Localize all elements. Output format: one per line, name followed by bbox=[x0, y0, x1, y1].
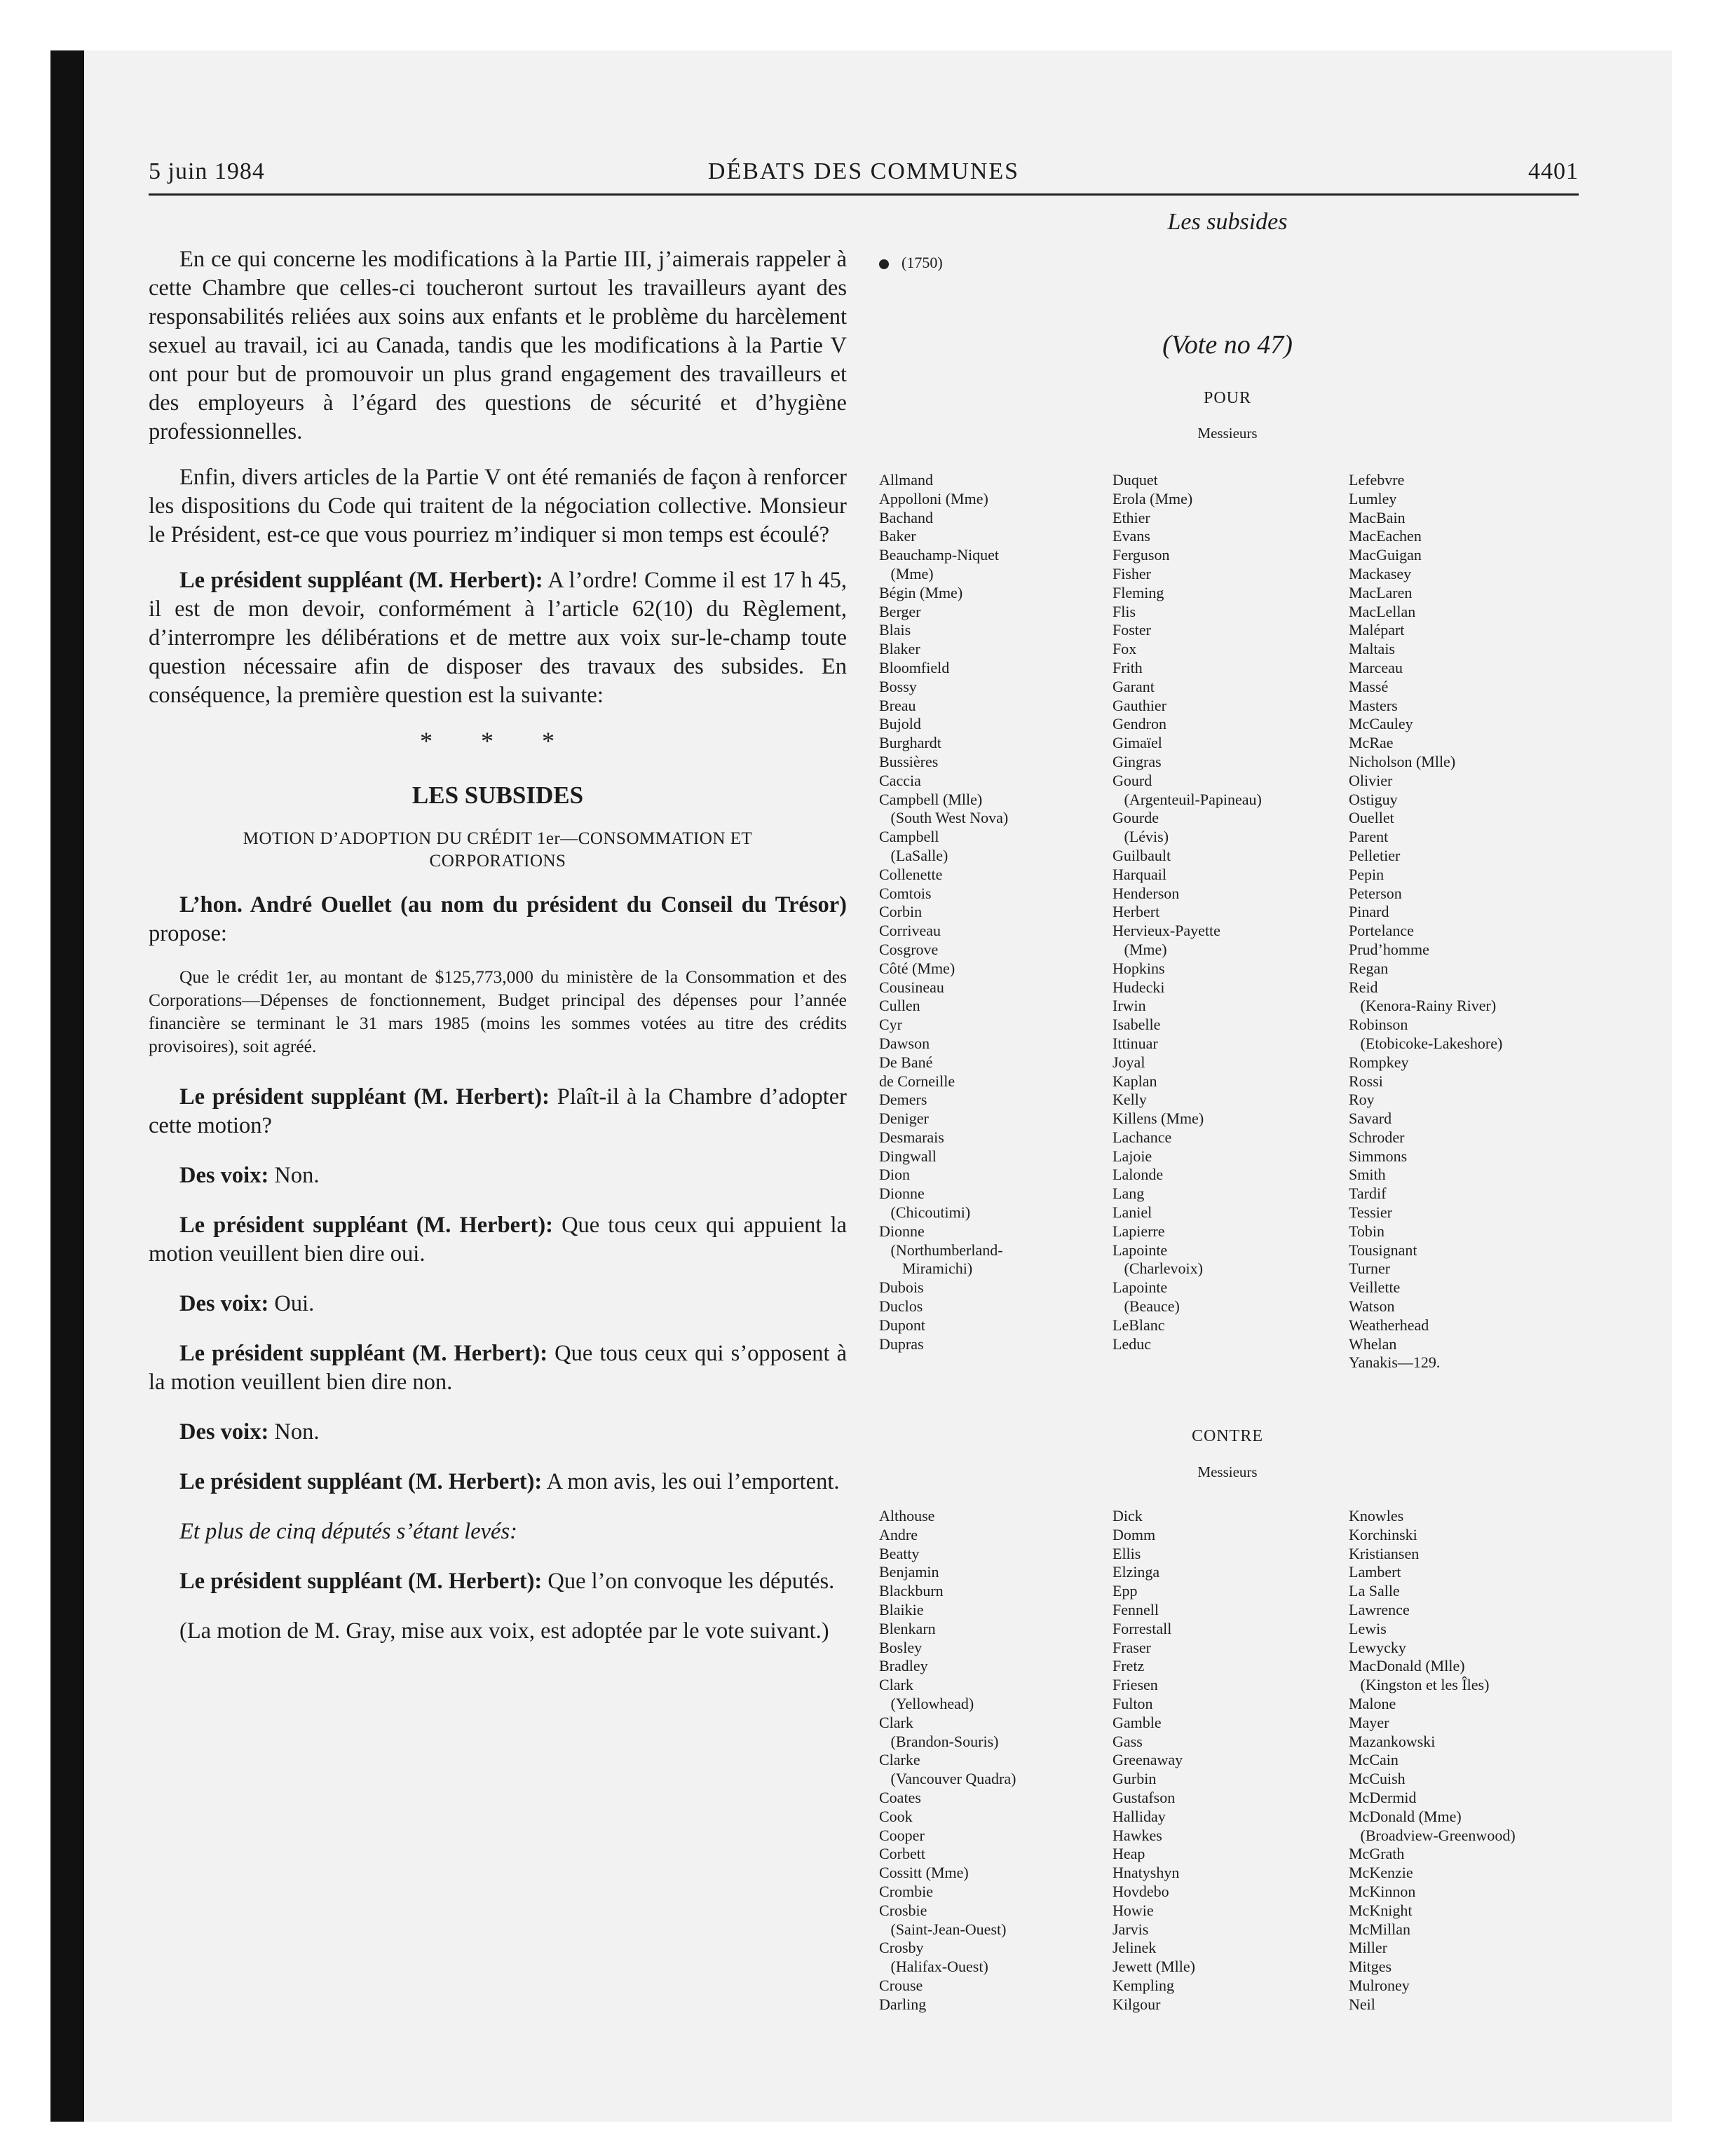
member-name: Clarke bbox=[879, 1751, 920, 1769]
paragraph bbox=[149, 1083, 847, 1140]
member-name: Schroder bbox=[1349, 1128, 1405, 1146]
speech: Que tous ceux qui appuient la motion veuillent bien dire oui. bbox=[149, 1213, 847, 1267]
paragraph: (La motion de M. Gray, mise aux voix, est adoptée par le vote suivant.) bbox=[179, 1618, 829, 1644]
member-name: Cyr bbox=[879, 1016, 902, 1034]
member-name: Kristiansen bbox=[1349, 1544, 1420, 1562]
member-name: Bussières bbox=[879, 752, 939, 770]
member-name: Greenaway bbox=[1113, 1751, 1183, 1769]
member-name: McCuish bbox=[1349, 1770, 1406, 1788]
member-name: Marceau bbox=[1349, 658, 1403, 676]
member-name: Kempling bbox=[1113, 1976, 1174, 1994]
member-name: Blaikie bbox=[879, 1600, 924, 1618]
member-name: (Halifax-Ouest) bbox=[879, 1958, 988, 1976]
member-name: (Chicoutimi) bbox=[879, 1203, 971, 1222]
time-marker bbox=[879, 254, 943, 272]
pour-subtitle: Messieurs bbox=[1197, 425, 1258, 442]
member-name: Demers bbox=[879, 1091, 927, 1109]
member-name: (Kingston et les Îles) bbox=[1349, 1676, 1490, 1694]
member-name: Benjamin bbox=[879, 1563, 939, 1581]
member-name: Foster bbox=[1113, 621, 1151, 639]
member-name: Bosley bbox=[879, 1638, 923, 1656]
member-name: Gingras bbox=[1113, 752, 1162, 770]
section-subtitle: MOTION D’ADOPTION DU CRÉDIT 1er—CONSOMMATION ET CORPORATIONS bbox=[243, 829, 753, 871]
member-name: MacGuigan bbox=[1349, 546, 1422, 564]
member-name: Pelletier bbox=[1349, 846, 1401, 864]
member-name: McRae bbox=[1349, 734, 1394, 752]
member-name: Olivier bbox=[1349, 771, 1393, 789]
member-name: Peterson bbox=[1349, 884, 1402, 902]
member-name: Whelan bbox=[1349, 1335, 1397, 1353]
member-name: Breau bbox=[879, 696, 916, 714]
paragraph bbox=[149, 1468, 847, 1496]
member-name: Prud’homme bbox=[1349, 940, 1429, 958]
member-name: Turner bbox=[1349, 1260, 1391, 1278]
member-name: Lawrence bbox=[1349, 1600, 1410, 1618]
member-name: (Mme) bbox=[879, 564, 934, 582]
member-name: Ferguson bbox=[1113, 546, 1170, 564]
member-name: Isabelle bbox=[1113, 1016, 1161, 1034]
member-name: Gendron bbox=[1113, 715, 1166, 733]
member-name: McKenzie bbox=[1349, 1864, 1413, 1882]
member-name: Lambert bbox=[1349, 1563, 1401, 1581]
member-name: Lachance bbox=[1113, 1128, 1172, 1146]
member-name: Leduc bbox=[1113, 1335, 1151, 1353]
member-name: Hopkins bbox=[1113, 959, 1165, 977]
paragraph: Enfin, divers articles de la Partie V ont été remaniés de façon à renforcer les dispositions du Code qui traitent de la négociation collective. Monsieur le Président, est-ce que vous pourriez m’indiquer si mon temps est écoulé? bbox=[149, 465, 847, 547]
member-name: MacLaren bbox=[1349, 583, 1413, 601]
member-name: Masters bbox=[1349, 696, 1398, 714]
member-name: Tobin bbox=[1349, 1222, 1385, 1240]
member-name: Mayer bbox=[1349, 1713, 1389, 1731]
member-name: Crosby bbox=[879, 1939, 924, 1957]
pour-label: POUR bbox=[1203, 389, 1252, 407]
member-name: Roy bbox=[1349, 1091, 1375, 1109]
member-name: Blais bbox=[879, 621, 911, 639]
member-name: (Northumberland- bbox=[879, 1241, 1003, 1259]
member-name: Regan bbox=[1349, 959, 1389, 977]
member-name: Cullen bbox=[879, 997, 920, 1015]
speech: Non. bbox=[268, 1419, 320, 1445]
member-name: Joyal bbox=[1113, 1053, 1145, 1071]
scan-edge-bar bbox=[50, 50, 84, 2122]
paragraph bbox=[149, 1339, 847, 1397]
speaker: Des voix: bbox=[179, 1163, 269, 1188]
contre-column-1 bbox=[879, 1507, 1110, 2014]
member-name: Harquail bbox=[1113, 865, 1166, 883]
member-name: Neil bbox=[1349, 1995, 1375, 2013]
member-name: Jewett (Mlle) bbox=[1113, 1958, 1195, 1976]
member-name: Korchinski bbox=[1349, 1525, 1417, 1543]
member-name: (Broadview-Greenwood) bbox=[1349, 1826, 1516, 1844]
speaker: Des voix: bbox=[179, 1419, 269, 1445]
member-name: Comtois bbox=[879, 884, 932, 902]
member-name: McKinnon bbox=[1349, 1882, 1416, 1900]
member-name: de Corneille bbox=[879, 1072, 955, 1090]
contre-label: CONTRE bbox=[1192, 1427, 1263, 1445]
member-name: Blenkarn bbox=[879, 1619, 936, 1637]
paragraph bbox=[149, 1418, 847, 1447]
member-name: Blackburn bbox=[879, 1582, 944, 1600]
paragraph: Et plus de cinq députés s’étant levés: bbox=[179, 1519, 517, 1544]
member-name: Andre bbox=[879, 1525, 918, 1543]
member-name: Henderson bbox=[1113, 884, 1180, 902]
member-name: LeBlanc bbox=[1113, 1316, 1165, 1334]
member-name: Fleming bbox=[1113, 583, 1164, 601]
member-name: Cosgrove bbox=[879, 940, 939, 958]
paragraph bbox=[149, 1211, 847, 1269]
member-name: (Brandon-Souris) bbox=[879, 1732, 999, 1750]
member-name: Lajoie bbox=[1113, 1147, 1152, 1165]
member-name: Pinard bbox=[1349, 903, 1389, 921]
member-name: (Yellowhead) bbox=[879, 1694, 974, 1712]
member-name: Epp bbox=[1113, 1582, 1138, 1600]
member-name: Lang bbox=[1113, 1185, 1145, 1203]
member-name: Yanakis—129. bbox=[1349, 1353, 1441, 1372]
member-name: Gauthier bbox=[1113, 696, 1166, 714]
member-name: Miramichi) bbox=[879, 1260, 973, 1278]
pour-column-1 bbox=[879, 471, 1110, 1353]
member-name: Lewycky bbox=[1349, 1638, 1406, 1656]
speaker: Le président suppléant (M. Herbert): bbox=[179, 1341, 548, 1366]
member-name: Ittinuar bbox=[1113, 1034, 1158, 1052]
member-name: McCain bbox=[1349, 1751, 1399, 1769]
member-name: Beatty bbox=[879, 1544, 920, 1562]
member-name: Ouellet bbox=[1349, 809, 1394, 827]
left-column bbox=[149, 245, 847, 1663]
speaker: Des voix: bbox=[179, 1291, 269, 1316]
member-name: Evans bbox=[1113, 527, 1150, 545]
member-name: Maltais bbox=[1349, 640, 1395, 658]
member-name: Lumley bbox=[1349, 489, 1397, 507]
member-name: Knowles bbox=[1349, 1507, 1404, 1524]
member-name: (LaSalle) bbox=[879, 846, 948, 864]
member-name: McMillan bbox=[1349, 1920, 1410, 1938]
member-name: Berger bbox=[879, 602, 921, 620]
member-name: Tardif bbox=[1349, 1185, 1387, 1203]
member-name: Garant bbox=[1113, 677, 1155, 695]
member-name: Appolloni (Mme) bbox=[879, 489, 988, 507]
member-name: Duquet bbox=[1113, 471, 1158, 489]
member-name: Fraser bbox=[1113, 1638, 1151, 1656]
member-name: Ethier bbox=[1113, 508, 1150, 526]
member-name: Dion bbox=[879, 1166, 910, 1184]
member-name: Dupras bbox=[879, 1335, 924, 1353]
member-name: Cousineau bbox=[879, 978, 944, 996]
member-name: Ostiguy bbox=[1349, 790, 1398, 808]
member-name: Dionne bbox=[879, 1222, 925, 1240]
member-name: (Etobicoke-Lakeshore) bbox=[1349, 1034, 1503, 1052]
member-name: Dionne bbox=[879, 1185, 925, 1203]
member-name: Campbell (Mlle) bbox=[879, 790, 983, 808]
member-name: Robinson bbox=[1349, 1016, 1408, 1034]
member-name: Crombie bbox=[879, 1882, 933, 1900]
bullet-dot-icon bbox=[879, 259, 889, 269]
member-name: Corriveau bbox=[879, 922, 941, 940]
member-name: Flis bbox=[1113, 602, 1136, 620]
speech: propose: bbox=[149, 921, 227, 946]
member-name: (Argenteuil-Papineau) bbox=[1113, 790, 1262, 808]
member-name: Dawson bbox=[879, 1034, 930, 1052]
speaker: L’hon. André Ouellet (au nom du président du Conseil du Trésor) bbox=[179, 892, 847, 917]
member-name: Fisher bbox=[1113, 564, 1151, 582]
member-name: Howie bbox=[1113, 1901, 1154, 1919]
member-name: Erola (Mme) bbox=[1113, 489, 1193, 507]
member-name: Beauchamp-Niquet bbox=[879, 546, 1000, 564]
member-name: (Saint-Jean-Ouest) bbox=[879, 1920, 1007, 1938]
member-name: Hnatyshyn bbox=[1113, 1864, 1180, 1882]
member-name: Herbert bbox=[1113, 903, 1160, 921]
member-name: Weatherhead bbox=[1349, 1316, 1429, 1334]
member-name: Ellis bbox=[1113, 1544, 1141, 1562]
member-name: Cooper bbox=[879, 1826, 925, 1844]
member-name: Gustafson bbox=[1113, 1788, 1176, 1806]
member-name: Collenette bbox=[879, 865, 943, 883]
paragraph bbox=[149, 566, 847, 710]
member-name: Fulton bbox=[1113, 1694, 1153, 1712]
time-marker-text: (1750) bbox=[901, 254, 943, 271]
member-name: (South West Nova) bbox=[879, 809, 1009, 827]
member-name: McCauley bbox=[1349, 715, 1413, 733]
header-page-number: 4401 bbox=[1528, 158, 1579, 184]
header-date: 5 juin 1984 bbox=[149, 158, 265, 184]
member-name: Fox bbox=[1113, 640, 1137, 658]
speech: A l’ordre! Comme il est 17 h 45, il est de mon devoir, conformément à l’article 62(10) du Règlement, d’interrompre les délibérations et de mettre aux voix sur-le-champ toute question nécessaire afin de disposer des travaux des subsides. En conséquence, la première question est la suivante: bbox=[149, 568, 847, 708]
member-name: Heap bbox=[1113, 1845, 1145, 1863]
member-name: (Charlevoix) bbox=[1113, 1260, 1203, 1278]
paragraph: En ce qui concerne les modifications à la Partie III, j’aimerais rappeler à cette Chambre que celles-ci toucheront surtout les travailleurs ayant des responsabilités reliées aux soins aux enfants et le problème du harcèlement sexuel au travail, ici au Canada, tandis que les modifications à la Partie V ont pour but de promouvoir un plus grand engagement des travailleurs et des employeurs à l’égard des questions de sécurité et d’hygiène professionnelles. bbox=[149, 247, 847, 444]
page-header bbox=[149, 158, 1579, 196]
member-name: Tousignant bbox=[1349, 1241, 1417, 1259]
member-name: Côté (Mme) bbox=[879, 959, 955, 977]
member-name: Dupont bbox=[879, 1316, 925, 1334]
pour-column-3 bbox=[1349, 471, 1580, 1372]
member-name: Laniel bbox=[1113, 1203, 1152, 1222]
member-name: Hervieux-Payette bbox=[1113, 922, 1220, 940]
member-name: Fennell bbox=[1113, 1600, 1159, 1618]
member-name: Dingwall bbox=[879, 1147, 937, 1165]
member-name: Lalonde bbox=[1113, 1166, 1164, 1184]
member-name: Kaplan bbox=[1113, 1072, 1157, 1090]
member-name: Fretz bbox=[1113, 1657, 1145, 1675]
member-name: Bujold bbox=[879, 715, 921, 733]
member-name: Allmand bbox=[879, 471, 933, 489]
member-name: Darling bbox=[879, 1995, 927, 2013]
contre-column-2 bbox=[1113, 1507, 1344, 2014]
member-name: Frith bbox=[1113, 658, 1143, 676]
contre-column-3 bbox=[1349, 1507, 1580, 2014]
member-name: Miller bbox=[1349, 1939, 1387, 1957]
member-name: Killens (Mme) bbox=[1113, 1110, 1204, 1128]
member-name: Blaker bbox=[879, 640, 920, 658]
member-name: Burghardt bbox=[879, 734, 941, 752]
header-title: DÉBATS DES COMMUNES bbox=[707, 158, 1020, 184]
member-name: (Beauce) bbox=[1113, 1297, 1180, 1316]
member-name: Mulroney bbox=[1349, 1976, 1410, 1994]
member-name: Gurbin bbox=[1113, 1770, 1157, 1788]
right-column-heading: Les subsides bbox=[1167, 209, 1288, 235]
member-name: Bradley bbox=[879, 1657, 928, 1675]
member-name: Dubois bbox=[879, 1278, 924, 1297]
member-name: Corbett bbox=[879, 1845, 925, 1863]
member-name: Campbell bbox=[879, 828, 939, 846]
member-name: Bachand bbox=[879, 508, 933, 526]
member-name: Caccia bbox=[879, 771, 921, 789]
member-name: Savard bbox=[1349, 1110, 1392, 1128]
speech: Oui. bbox=[268, 1291, 315, 1316]
member-name: Bossy bbox=[879, 677, 917, 695]
member-name: Hovdebo bbox=[1113, 1882, 1169, 1900]
member-name: MacBain bbox=[1349, 508, 1406, 526]
member-name: Deniger bbox=[879, 1110, 929, 1128]
member-name: Jelinek bbox=[1113, 1939, 1157, 1957]
member-name: Gimaïel bbox=[1113, 734, 1162, 752]
member-name: Watson bbox=[1349, 1297, 1395, 1316]
member-name: Lapierre bbox=[1113, 1222, 1165, 1240]
member-name: Clark bbox=[879, 1676, 913, 1694]
paragraph bbox=[149, 891, 847, 948]
member-name: Cossitt (Mme) bbox=[879, 1864, 969, 1882]
motion-text: Que le crédit 1er, au montant de $125,773,000 du ministère de la Consommation et des Corporations—Dépenses de fonctionnement, Budget principal des dépenses pour l’année financière se terminant le 31 mars 1985 (moins les sommes votées au titre des crédits provisoires), soit agréé. bbox=[149, 967, 847, 1056]
vote-title: (Vote no 47) bbox=[1162, 330, 1293, 360]
member-name: Desmarais bbox=[879, 1128, 944, 1146]
member-name: Hawkes bbox=[1113, 1826, 1162, 1844]
member-name: Mackasey bbox=[1349, 564, 1412, 582]
section-title: LES SUBSIDES bbox=[411, 782, 584, 809]
member-name: Halliday bbox=[1113, 1807, 1166, 1825]
member-name: Friesen bbox=[1113, 1676, 1158, 1694]
member-name: Crouse bbox=[879, 1976, 923, 1994]
member-name: Forrestall bbox=[1113, 1619, 1172, 1637]
member-name: MacLellan bbox=[1349, 602, 1416, 620]
member-name: Parent bbox=[1349, 828, 1389, 846]
member-name: Bégin (Mme) bbox=[879, 583, 963, 601]
member-name: MacEachen bbox=[1349, 527, 1422, 545]
member-name: Lefebvre bbox=[1349, 471, 1405, 489]
member-name: (Kenora-Rainy River) bbox=[1349, 997, 1497, 1015]
speech: Plaît-il à la Chambre d’adopter cette motion? bbox=[149, 1084, 847, 1138]
member-name: Lewis bbox=[1349, 1619, 1387, 1637]
member-name: Rossi bbox=[1349, 1072, 1383, 1090]
member-name: (Lévis) bbox=[1113, 828, 1169, 846]
speaker: Le président suppléant (M. Herbert): bbox=[179, 1569, 543, 1594]
member-name: La Salle bbox=[1349, 1582, 1400, 1600]
member-name: MacDonald (Mlle) bbox=[1349, 1657, 1465, 1675]
speaker: Le président suppléant (M. Herbert): bbox=[179, 1084, 550, 1110]
member-name: Althouse bbox=[879, 1507, 935, 1524]
member-name: Gamble bbox=[1113, 1713, 1162, 1731]
member-name: Reid bbox=[1349, 978, 1378, 996]
member-name: (Vancouver Quadra) bbox=[879, 1770, 1016, 1788]
member-name: Nicholson (Mlle) bbox=[1349, 752, 1456, 770]
pour-column-2 bbox=[1113, 471, 1344, 1353]
member-name: Mitges bbox=[1349, 1958, 1392, 1976]
member-name: Cook bbox=[879, 1807, 913, 1825]
member-name: Gourde bbox=[1113, 809, 1159, 827]
member-name: Gass bbox=[1113, 1732, 1143, 1750]
member-name: Guilbault bbox=[1113, 846, 1171, 864]
paragraph bbox=[149, 1161, 847, 1190]
speech: A mon avis, les oui l’emportent. bbox=[542, 1469, 840, 1494]
member-name: Coates bbox=[879, 1788, 921, 1806]
member-name: Smith bbox=[1349, 1166, 1386, 1184]
member-name: McDonald (Mme) bbox=[1349, 1807, 1462, 1825]
member-name: De Bané bbox=[879, 1053, 933, 1071]
member-name: Jarvis bbox=[1113, 1920, 1149, 1938]
speaker: Le président suppléant (M. Herbert): bbox=[179, 1469, 543, 1494]
member-name: Gourd bbox=[1113, 771, 1152, 789]
contre-subtitle: Messieurs bbox=[1197, 1464, 1258, 1480]
speaker: Le président suppléant (M. Herbert): bbox=[179, 568, 543, 593]
member-name: McDermid bbox=[1349, 1788, 1417, 1806]
member-name: Lapointe bbox=[1113, 1278, 1168, 1297]
scan-margin bbox=[0, 0, 1735, 50]
paragraph bbox=[149, 1567, 847, 1596]
speaker: Le président suppléant (M. Herbert): bbox=[179, 1213, 553, 1238]
member-name: Malone bbox=[1349, 1694, 1396, 1712]
speech: Non. bbox=[268, 1163, 320, 1188]
member-name: Tessier bbox=[1349, 1203, 1392, 1222]
member-name: (Mme) bbox=[1113, 940, 1167, 958]
member-name: Kilgour bbox=[1113, 1995, 1161, 2013]
member-name: Clark bbox=[879, 1713, 913, 1731]
speech: Que l’on convoque les députés. bbox=[542, 1569, 835, 1594]
member-name: Hudecki bbox=[1113, 978, 1165, 996]
paragraph bbox=[149, 1290, 847, 1318]
member-name: Bloomfield bbox=[879, 658, 950, 676]
member-name: Baker bbox=[879, 527, 916, 545]
section-separator: * * * bbox=[420, 727, 576, 755]
speech: Que tous ceux qui s’opposent à la motion veuillent bien dire non. bbox=[149, 1341, 848, 1395]
member-name: Portelance bbox=[1349, 922, 1414, 940]
member-name: Domm bbox=[1113, 1525, 1156, 1543]
member-name: Elzinga bbox=[1113, 1563, 1160, 1581]
member-name: Rompkey bbox=[1349, 1053, 1409, 1071]
member-name: Simmons bbox=[1349, 1147, 1408, 1165]
member-name: Crosbie bbox=[879, 1901, 927, 1919]
member-name: Lapointe bbox=[1113, 1241, 1168, 1259]
member-name: Irwin bbox=[1113, 997, 1146, 1015]
member-name: Veillette bbox=[1349, 1278, 1401, 1297]
member-name: Duclos bbox=[879, 1297, 923, 1316]
member-name: McGrath bbox=[1349, 1845, 1405, 1863]
member-name: Corbin bbox=[879, 903, 923, 921]
member-name: Dick bbox=[1113, 1507, 1143, 1524]
member-name: Kelly bbox=[1113, 1091, 1147, 1109]
member-name: Mazankowski bbox=[1349, 1732, 1436, 1750]
member-name: Malépart bbox=[1349, 621, 1405, 639]
member-name: Massé bbox=[1349, 677, 1389, 695]
member-name: McKnight bbox=[1349, 1901, 1413, 1919]
member-name: Pepin bbox=[1349, 865, 1384, 883]
